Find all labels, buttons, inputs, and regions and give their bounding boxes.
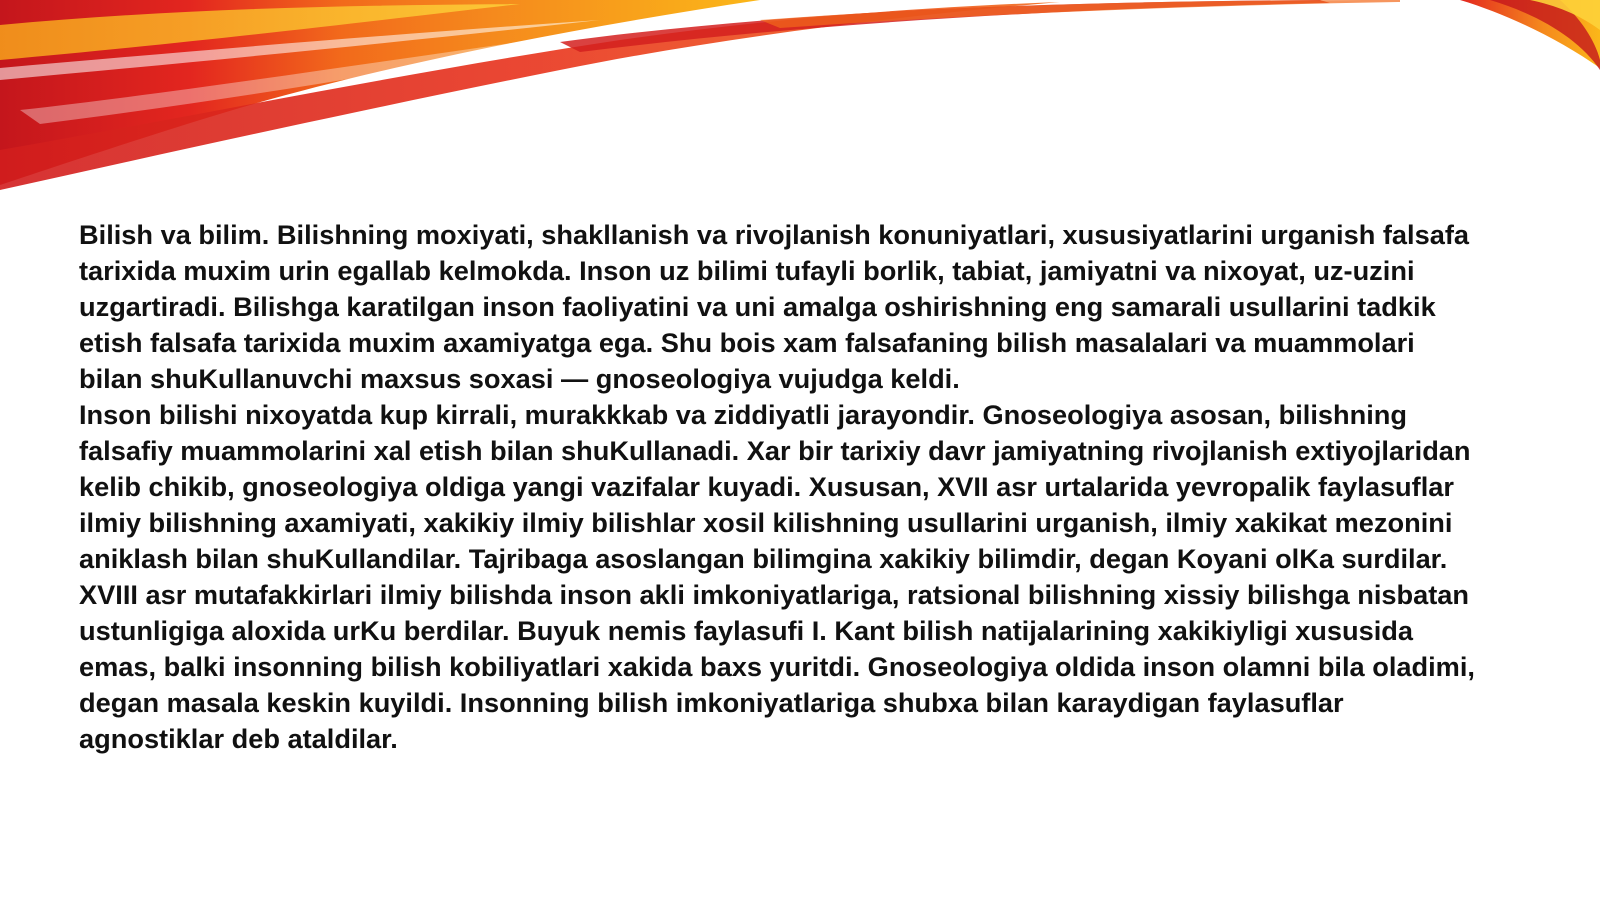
paragraph: Inson bilishi nixoyatda kup kirrali, murakkkab va ziddiyatli jarayondir. Gnoseologiya asosan, bilishning falsafiy muammolarini xal etish bilan shuKullanadi. Xar bir tarixiy davr jamiyatning rivojlanish extiyojlaridan kelib chikib, gnoseologiya oldiga yangi vazifalar kuyadi. Xususan, XVII asr urtalarida yevropalik faylasuflar ilmiy bilishning axamiyati, xakikiy ilmiy bilishlar xosil kilishning usullarini urganish, ilmiy xakikat mezonini aniklash bilan shuKullandilar. Tajribaga asoslangan bilimgina xakikiy bilimdir, degan Koyani olKa surdilar.	[79, 399, 1471, 574]
paragraph: XVIII asr mutafakkirlari ilmiy bilishda inson akli imkoniyatlariga, ratsional bilishning xissiy bilishga nisbatan ustunligiga aloxida urKu berdilar. Buyuk nemis faylasufi I. Kant bilish natijalarining xakikiyligi xususida emas, balki insonning bilish kobiliyatlari xakida baxs yuritdi. Gnoseologiya oldida inson olamni bila oladimi, degan masala keskin kuyildi. Insonning bilish imkoniyatlariga shubxa bilan karaydigan faylasuflar agnostiklar deb ataldilar.	[79, 579, 1475, 754]
body-text	[79, 217, 1479, 757]
decorative-swoosh-graphic	[0, 0, 1600, 200]
paragraph: Bilish va bilim. Bilishning moxiyati, shakllanish va rivojlanish konuniyatlari, xususiyatlarini urganish falsafa tarixida muxim urin egallab kelmokda. Inson uz bilimi tufayli borlik, tabiat, jamiyatni va nixoyat, uz-uzini uzgartiradi. Bilishga karatilgan inson faoliyatini va uni amalga oshirishning eng samarali usullarini tadkik etish falsafa tarixida muxim axamiyatga ega. Shu bois xam falsafaning bilish masalalari va muammolari bilan shuKullanuvchi maxsus soxasi — gnoseologiya vujudga keldi.	[79, 219, 1470, 394]
